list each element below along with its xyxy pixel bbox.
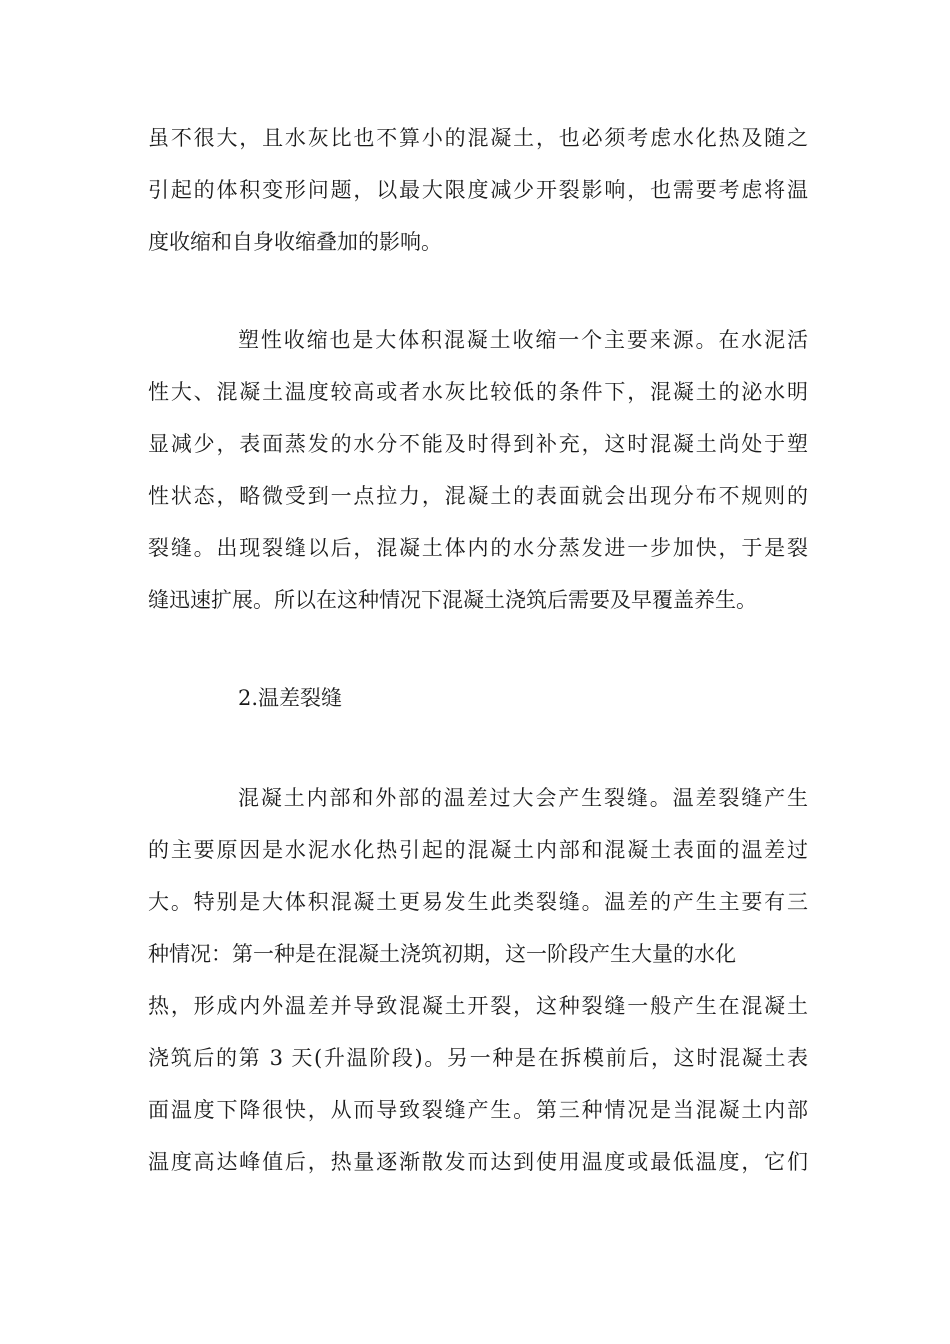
- text-line: 的主要原因是水泥水化热引起的混凝土内部和混凝土表面的温差过: [148, 838, 808, 862]
- text-line: 热，形成内外温差并导致混凝土开裂，这种裂缝一般产生在混凝土: [148, 994, 808, 1018]
- text-line: 裂缝。出现裂缝以后，混凝土体内的水分蒸发进一步加快，于是裂: [148, 536, 808, 560]
- text-line: 虽不很大，且水灰比也不算小的混凝土，也必须考虑水化热及随之: [148, 126, 808, 150]
- text-line: 性状态，略微受到一点拉力，混凝土的表面就会出现分布不规则的: [148, 484, 808, 508]
- text-line: 缝迅速扩展。所以在这种情况下混凝土浇筑后需要及早覆盖养生。: [148, 588, 757, 612]
- text-line: 塑性收缩也是大体积混凝土收缩一个主要来源。在水泥活: [238, 328, 808, 352]
- heading-text: 2.温差裂缝: [238, 686, 343, 710]
- section-heading: [148, 672, 808, 724]
- text-line: 种情况：第一种是在混凝土浇筑初期，这一阶段产生大量的水化: [148, 942, 736, 966]
- text-line: 引起的体积变形问题，以最大限度减少开裂影响，也需要考虑将温: [148, 178, 808, 202]
- text-line: 混凝土内部和外部的温差过大会产生裂缝。温差裂缝产生: [238, 786, 808, 810]
- text-line: 浇筑后的第 3 天(升温阶段)。另一种是在拆模前后，这时混凝土表: [148, 1046, 808, 1070]
- text-line: 度收缩和自身收缩叠加的影响。: [148, 230, 442, 254]
- paragraph-2: [148, 314, 808, 626]
- text-line: 大。特别是大体积混凝土更易发生此类裂缝。温差的产生主要有三: [148, 890, 808, 914]
- paragraph-3: [148, 772, 808, 1188]
- text-line: 温度高达峰值后，热量逐渐散发而达到使用温度或最低温度，它们: [148, 1150, 808, 1174]
- paragraph-1: [148, 112, 808, 268]
- text-line: 面温度下降很快，从而导致裂缝产生。第三种情况是当混凝土内部: [148, 1098, 808, 1122]
- text-line: 性大、混凝土温度较高或者水灰比较低的条件下，混凝土的泌水明: [148, 380, 808, 404]
- text-line: 显减少，表面蒸发的水分不能及时得到补充，这时混凝土尚处于塑: [148, 432, 808, 456]
